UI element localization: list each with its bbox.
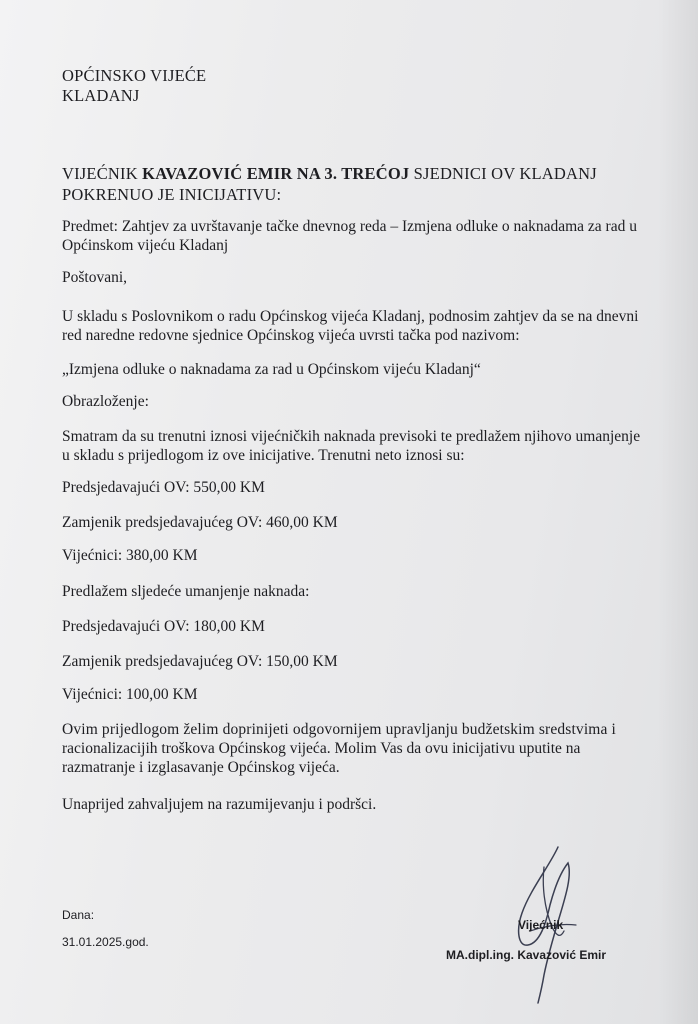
recipient-line-2: KLADANJ [62,86,140,105]
agenda-item: „Izmjena odluke o naknadama za rad u Općinskom vijeću Kladanj“ [62,361,481,378]
intro-line-1: U skladu s Poslovnikom o radu Općinskog vijeća Kladanj, podnosim zahtjev da se na dnevni [62,308,639,325]
rationale-heading: Obrazloženje: [62,393,149,410]
closing-line-3: razmatranje i izglasavanje Općinskog vijeća. [62,759,340,776]
signer-role: Vijećnik [518,918,564,932]
date-label: Dana: [62,908,95,922]
rationale-line-1: Smatram da su trenutni iznosi vijećničkih naknada previsoki te predlažem njihovo umanjenje [62,428,641,445]
closing-line-1: Ovim prijedlogom želim doprinijeti odgovornijem upravljanju budžetskim sredstvima i [62,721,616,738]
signer-name: MA.dipl.ing. Kavazović Emir [446,948,607,962]
subject-line-2: Općinskom vijeću Kladanj [62,237,229,254]
proposed-amount-chair: Predsjedavajući OV: 180,00 KM [62,618,265,635]
title-line-1 [62,164,597,183]
current-amount-deputy: Zamjenik predsjedavajućeg OV: 460,00 KM [62,514,338,531]
current-amount-chair: Predsjedavajući OV: 550,00 KM [62,479,265,496]
current-amount-councillors: Vijećnici: 380,00 KM [62,547,198,564]
title-prefix: VIJEĆNIK [62,164,143,183]
date-value: 31.01.2025.god. [62,935,149,949]
proposed-amount-councillors: Vijećnici: 100,00 KM [62,686,198,703]
rationale-line-2: u skladu s prijedlogom iz ove inicijative. Trenutni neto iznosi su: [62,447,465,464]
thanks-line: Unaprijed zahvaljujem na razumijevanju i podršci. [62,796,377,813]
title-name: KAVAZOVIĆ EMIR NA 3. TREĆOJ [142,164,410,183]
recipient-line-1: OPĆINSKO VIJEĆE [62,66,207,85]
greeting: Poštovani, [62,269,128,286]
proposal-heading: Predlažem sljedeće umanjenje naknada: [62,583,310,600]
title-suffix: SJEDNICI OV KLADANJ [409,164,597,183]
subject-line-1: Predmet: Zahtjev za uvrštavanje tačke dnevnog reda – Izmjena odluke o naknadama za rad u [62,218,637,235]
title-line-2: POKRENUO JE INICIJATIVU: [62,185,282,204]
intro-line-2: red naredne redovne sjednice Općinskog vijeća uvrsti tačka pod nazivom: [62,327,520,344]
closing-line-2: racionalizacijih troškova Općinskog vijeća. Molim Vas da ovu inicijativu uputite na [62,740,581,757]
proposed-amount-deputy: Zamjenik predsjedavajućeg OV: 150,00 KM [62,653,338,670]
